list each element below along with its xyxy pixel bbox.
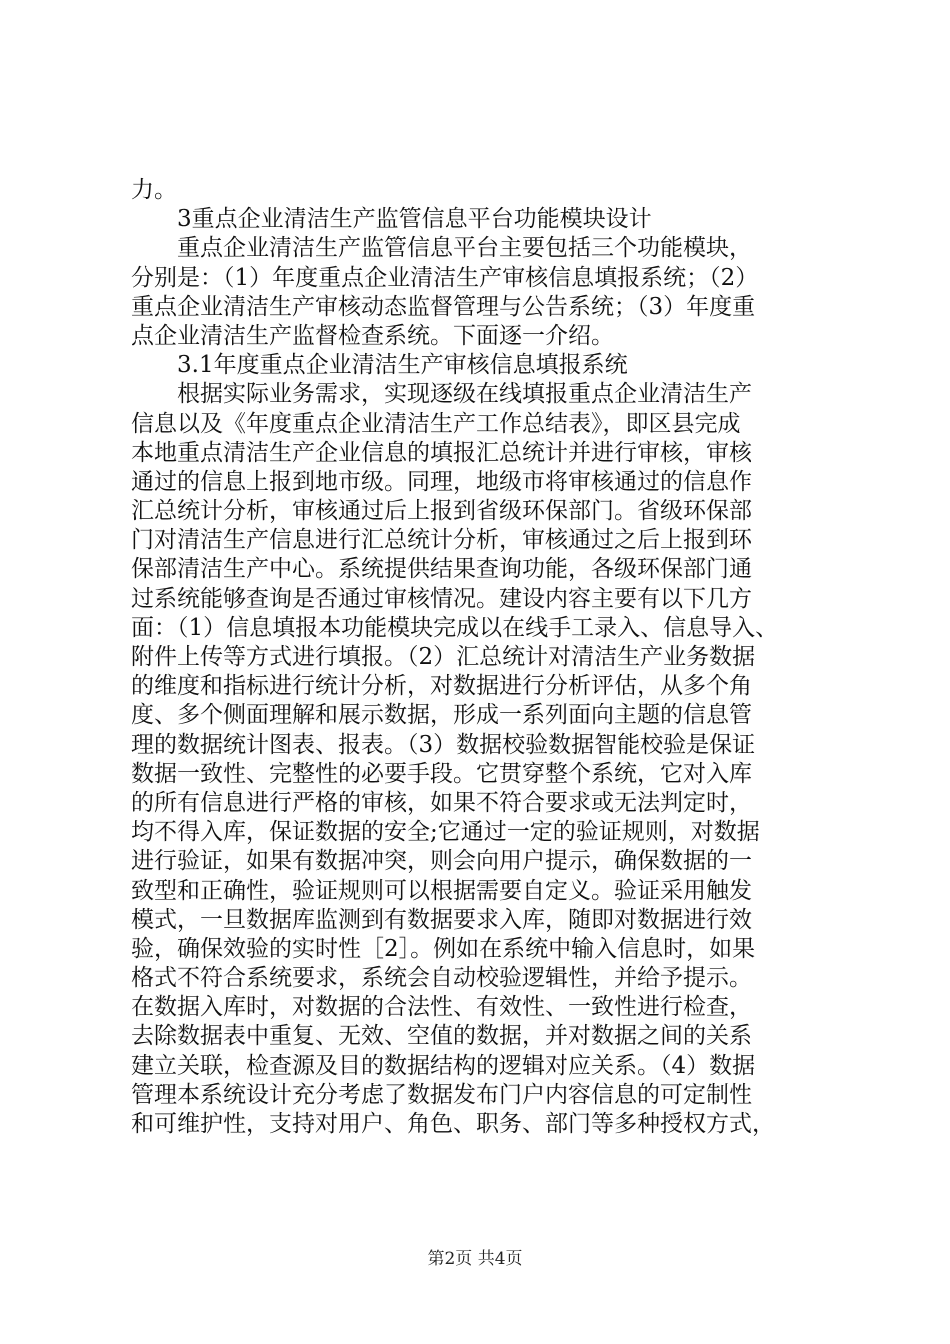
text-line: 本地重点清洁生产企业信息的填报汇总统计并进行审核，审核 bbox=[131, 439, 752, 466]
text-line: 建立关联，检查源及目的数据结构的逻辑对应关系。（4）数据 bbox=[131, 1052, 756, 1079]
text-line: 力。 bbox=[131, 177, 177, 203]
section-heading: 3重点企业清洁生产监管信息平台功能模块设计 bbox=[177, 206, 652, 233]
page-footer: 第2页 共4页 bbox=[427, 1249, 523, 1269]
text-line: 面：（1）信息填报本功能模块完成以在线手工录入、信息导入、 bbox=[131, 614, 779, 641]
text-line: 的维度和指标进行统计分析，对数据进行分析评估，从多个角 bbox=[131, 673, 752, 700]
text-line: 附件上传等方式进行填报。（2）汇总统计对清洁生产业务数据 bbox=[131, 644, 756, 670]
text-line: 根据实际业务需求，实现逐级在线填报重点企业清洁生产 bbox=[177, 381, 752, 408]
text-line: 重点企业清洁生产监管信息平台主要包括三个功能模块， bbox=[177, 235, 752, 262]
text-line: 点企业清洁生产监督检查系统。下面逐一介绍。 bbox=[131, 322, 614, 349]
text-line: 理的数据统计图表、报表。（3）数据校验数据智能校验是保证 bbox=[131, 731, 756, 758]
text-line: 格式不符合系统要求，系统会自动校验逻辑性，并给予提示。 bbox=[131, 965, 752, 992]
text-line: 管理本系统设计充分考虑了数据发布门户内容信息的可定制性 bbox=[131, 1081, 752, 1108]
text-line: 重点企业清洁生产审核动态监督管理与公告系统；（3）年度重 bbox=[131, 293, 756, 320]
subsection-heading: 3.1年度重点企业清洁生产审核信息填报系统 bbox=[177, 352, 628, 379]
text-line: 过系统能够查询是否通过审核情况。建设内容主要有以下几方 bbox=[131, 585, 752, 612]
text-line: 的所有信息进行严格的审核，如果不符合要求或无法判定时， bbox=[131, 789, 752, 816]
text-line: 数据一致性、完整性的必要手段。它贯穿整个系统，它对入库 bbox=[131, 760, 752, 787]
text-line: 模式，一旦数据库监测到有数据要求入库，随即对数据进行效 bbox=[131, 906, 752, 933]
text-line: 信息以及《年度重点企业清洁生产工作总结表》，即区县完成 bbox=[131, 410, 741, 437]
text-line: 在数据入库时，对数据的合法性、有效性、一致性进行检查， bbox=[131, 994, 752, 1021]
text-line: 去除数据表中重复、无效、空值的数据，并对数据之间的关系 bbox=[131, 1023, 752, 1050]
text-line: 和可维护性，支持对用户、角色、职务、部门等多种授权方式， bbox=[131, 1111, 775, 1137]
text-line: 进行验证，如果有数据冲突，则会向用户提示，确保数据的一 bbox=[131, 848, 752, 875]
text-line: 验，确保效验的实时性［2］。例如在系统中输入信息时，如果 bbox=[131, 935, 756, 962]
text-line: 保部清洁生产中心。系统提供结果查询功能，各级环保部门通 bbox=[131, 556, 752, 583]
text-line: 汇总统计分析，审核通过后上报到省级环保部门。省级环保部 bbox=[131, 498, 752, 525]
text-line: 通过的信息上报到地市级。同理，地级市将审核通过的信息作 bbox=[131, 468, 752, 495]
text-line: 度、多个侧面理解和展示数据，形成一系列面向主题的信息管 bbox=[131, 702, 752, 729]
text-line: 门对清洁生产信息进行汇总统计分析，审核通过之后上报到环 bbox=[131, 527, 752, 554]
text-line: 均不得入库，保证数据的安全;它通过一定的验证规则，对数据 bbox=[131, 819, 760, 846]
text-line: 致型和正确性，验证规则可以根据需要自定义。验证采用触发 bbox=[131, 877, 752, 904]
text-line: 分别是：（1）年度重点企业清洁生产审核信息填报系统；（2） bbox=[131, 264, 759, 291]
body-text bbox=[131, 176, 831, 1139]
